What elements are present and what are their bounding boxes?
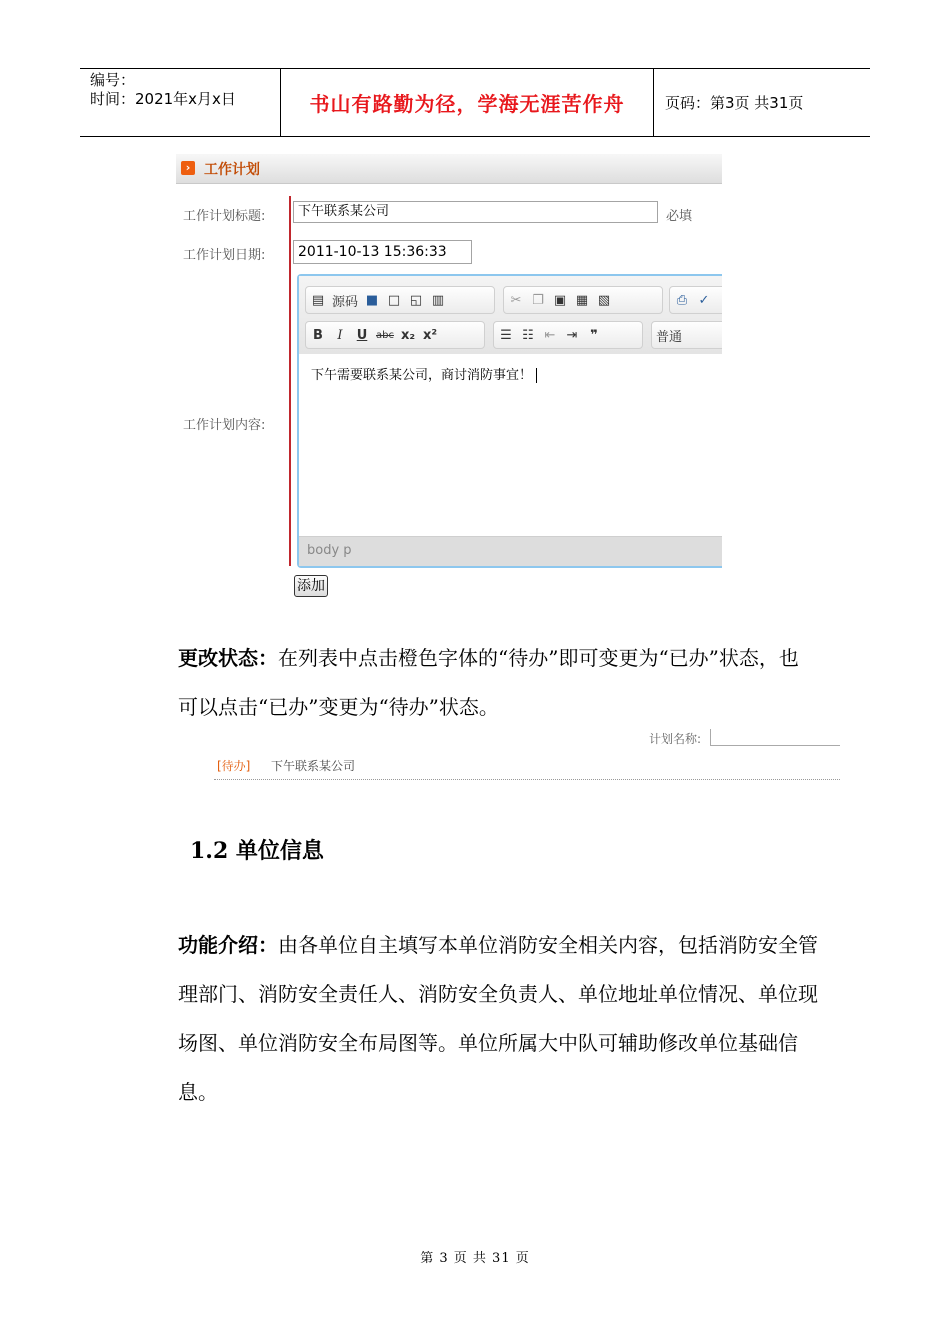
cut-icon[interactable]: ✂ — [510, 292, 522, 308]
list-item-name: 下午联系某公司 — [271, 759, 356, 773]
outdent-icon[interactable]: ⇤ — [544, 327, 556, 343]
format-select-value: 普通 — [656, 329, 683, 345]
editor-content[interactable] — [305, 354, 722, 534]
intro-paragraph — [178, 921, 818, 1117]
panel-title: 工作计划 — [204, 162, 260, 178]
print-icon[interactable]: ⎙ — [676, 292, 688, 308]
intro-heading: 功能介绍： — [178, 933, 278, 957]
italic-icon[interactable]: I — [337, 327, 343, 343]
header-number: 编号： — [90, 71, 136, 89]
plan-title-input[interactable]: 下午联系某公司 — [293, 201, 658, 223]
copy-icon[interactable]: ❐ — [532, 292, 544, 308]
plan-date-input[interactable]: 2011-10-13 15:36:33 — [293, 240, 472, 264]
editor-status-path: body p — [299, 536, 722, 566]
save-icon[interactable]: ■ — [365, 292, 379, 308]
title-label: 工作计划标题: — [183, 209, 266, 224]
todo-status-link[interactable]: [待办] — [217, 759, 251, 773]
arrow-right-icon: › — [181, 161, 195, 175]
template-icon[interactable]: ▥ — [431, 292, 445, 308]
change-status-heading: 更改状态： — [178, 646, 278, 670]
add-button[interactable]: 添加 — [294, 575, 328, 597]
paste-word-icon[interactable]: ▧ — [597, 292, 611, 308]
header-time: 时间：2021年x月x日 — [90, 90, 236, 108]
panel-title-bar — [176, 154, 722, 184]
section-heading: 1.2 单位信息 — [190, 838, 324, 864]
date-label: 工作计划日期: — [183, 248, 266, 263]
indent-icon[interactable]: ⇥ — [566, 327, 578, 343]
numbered-list-icon[interactable]: ☰ — [500, 327, 512, 343]
toolbar-group-lists — [493, 321, 643, 349]
paste-icon[interactable]: ▣ — [553, 292, 567, 308]
new-page-icon[interactable]: □ — [387, 292, 401, 308]
strikethrough-icon[interactable]: abc — [376, 329, 394, 341]
work-plan-form-screenshot — [176, 154, 722, 600]
spellcheck-icon[interactable]: ✓ — [698, 292, 710, 308]
document-header — [80, 68, 870, 137]
bulleted-list-icon[interactable]: ☷ — [522, 327, 534, 343]
editor-toolbar — [299, 276, 722, 354]
underline-icon[interactable]: U — [356, 327, 368, 343]
paste-text-icon[interactable]: ▦ — [575, 292, 589, 308]
toolbar-group-tools — [669, 286, 722, 314]
blockquote-icon[interactable]: ❞ — [590, 327, 598, 343]
rich-text-editor — [297, 274, 722, 568]
source-icon[interactable]: ▤ — [311, 292, 325, 308]
content-label: 工作计划内容: — [183, 418, 266, 433]
list-item — [214, 752, 840, 780]
format-select[interactable] — [651, 321, 722, 349]
page-footer: 第 3 页 共 31 页 — [420, 1251, 530, 1266]
editor-content-text: 下午需要联系某公司，商讨消防事宜！ — [311, 368, 533, 383]
toolbar-group-clipboard — [503, 286, 663, 314]
required-hint: 必填 — [666, 209, 693, 224]
change-status-text: 在列表中点击橙色字体的“待办”即可变更为“已办”状态，也可以点击“已办”变更为“待办”状态。 — [178, 646, 799, 719]
bold-icon[interactable]: B — [313, 327, 323, 343]
plan-name-label: 计划名称: — [649, 732, 702, 746]
header-page-info: 页码：第3页 共31页 — [665, 94, 804, 112]
header-meta — [80, 69, 281, 136]
source-button[interactable]: 源码 — [332, 294, 359, 310]
superscript-icon[interactable]: x² — [422, 327, 438, 343]
required-indicator-line — [289, 196, 291, 566]
preview-icon[interactable]: ◱ — [409, 292, 423, 308]
subscript-icon[interactable]: x₂ — [400, 327, 416, 343]
text-cursor — [536, 368, 541, 383]
header-motto: 书山有路勤为径，学海无涯苦作舟 — [281, 69, 654, 136]
change-status-paragraph — [178, 634, 818, 732]
intro-text: 由各单位自主填写本单位消防安全相关内容，包括消防安全管理部门、消防安全责任人、消防安全负责人、单位地址单位情况、单位现场图、单位消防安全布局图等。单位所属大中队可辅助修改单位基础信息。 — [178, 933, 818, 1104]
plan-name-search-input[interactable] — [710, 729, 840, 746]
toolbar-group-styles — [305, 321, 485, 349]
toolbar-group-document — [305, 286, 495, 314]
